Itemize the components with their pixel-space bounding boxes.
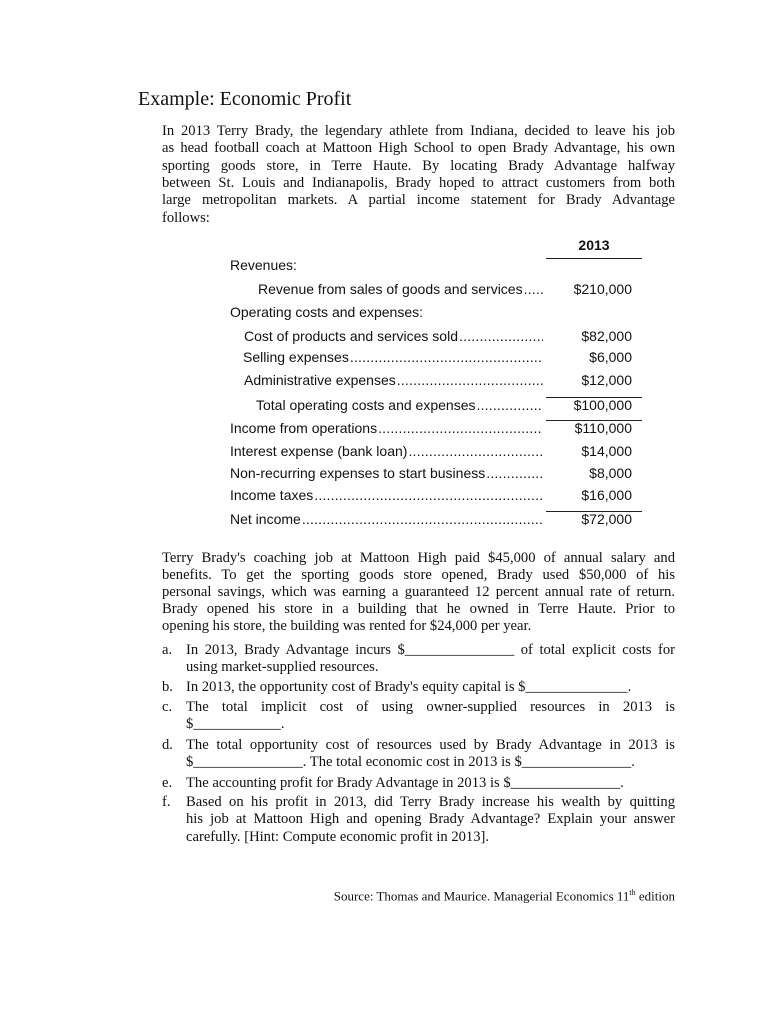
leader-dots	[408, 443, 543, 460]
statement-row	[230, 487, 543, 504]
year-header: 2013	[578, 237, 610, 253]
text-line: as head football coach at Mattoon High School to open Brady Advantage, his own	[162, 140, 675, 156]
leader-dots	[459, 328, 543, 345]
row-label: Interest expense (bank loan)	[230, 443, 408, 459]
text-line: Brady opened his store in a building that he owned in Terre Haute. Prior to	[162, 601, 675, 617]
text-line: benefits. To get the sporting goods store opened, Brady used $50,000 of his	[162, 567, 675, 583]
row-value: $8,000	[589, 465, 632, 481]
statement-row	[230, 443, 543, 460]
row-label: Total operating costs and expenses	[256, 397, 476, 413]
row-value: $72,000	[581, 511, 632, 527]
leader-dots	[397, 372, 543, 389]
statement-row	[230, 511, 543, 528]
row-label: Cost of products and services sold	[244, 328, 458, 344]
statement-row	[258, 281, 543, 298]
text-line: Terry Brady's coaching job at Mattoon High paid $45,000 of annual salary and	[162, 550, 675, 566]
statement-row	[243, 349, 543, 366]
question-text: In 2013, the opportunity cost of Brady's equity capital is $______________.	[186, 679, 632, 695]
source-citation: Source: Thomas and Maurice. Managerial Economics 11th edition	[333, 888, 675, 904]
row-label: Selling expenses	[243, 349, 349, 365]
question-label: c.	[162, 699, 173, 715]
row-value: $100,000	[573, 397, 632, 413]
row-label: Revenue from sales of goods and services	[258, 281, 523, 297]
text-line: large metropolitan markets. A partial income statement for Brady Advantage	[162, 192, 675, 208]
question-text: his job at Mattoon High and opening Brady Advantage? Explain your answer	[186, 811, 675, 828]
question-text: using market-supplied resources.	[186, 659, 379, 676]
statement-row	[230, 304, 530, 321]
leader-dots	[302, 511, 543, 528]
question-label: b.	[162, 679, 173, 695]
text-line: In 2013 Terry Brady, the legendary athlete from Indiana, decided to leave his job	[162, 123, 675, 139]
row-label: Administrative expenses	[244, 372, 396, 388]
question-label: f.	[162, 794, 171, 810]
text-line: sporting goods store, in Terre Haute. By locating Brady Advantage halfway	[162, 158, 675, 174]
text-line: opening his store, the building was rented for $24,000 per year.	[162, 618, 532, 634]
question-label: e.	[162, 775, 173, 791]
statement-row	[230, 420, 543, 437]
leader-dots	[524, 281, 543, 298]
text-line: follows:	[162, 210, 210, 226]
row-label: Income from operations	[230, 420, 378, 436]
row-label: Revenues:	[230, 257, 297, 273]
question-text: The total implicit cost of using owner-supplied resources in 2013 is	[186, 699, 675, 715]
statement-row	[230, 257, 530, 274]
row-value: $14,000	[581, 443, 632, 459]
statement-row	[244, 372, 543, 389]
text-line: personal savings, which was earning a guaranteed 12 percent annual rate of return.	[162, 584, 675, 600]
question-text: The total opportunity cost of resources used by Brady Advantage in 2013 is	[186, 737, 675, 753]
statement-row	[244, 328, 543, 345]
question-text: $____________.	[186, 716, 285, 733]
row-value: $82,000	[581, 328, 632, 344]
row-value: $16,000	[581, 487, 632, 503]
leader-dots	[314, 487, 543, 504]
question-text: In 2013, Brady Advantage incurs $_______________ of total explicit costs for	[186, 642, 675, 658]
leader-dots	[378, 420, 543, 437]
row-label: Operating costs and expenses:	[230, 304, 424, 320]
row-value: $6,000	[589, 349, 632, 365]
row-label: Net income	[230, 511, 301, 527]
row-label: Income taxes	[230, 487, 314, 503]
row-value: $12,000	[581, 372, 632, 388]
leader-dots	[350, 349, 543, 366]
statement-row	[256, 397, 543, 414]
question-text: $_______________. The total economic cost in 2013 is $_______________.	[186, 754, 635, 771]
row-value: $110,000	[574, 420, 632, 436]
row-value: $210,000	[573, 281, 632, 297]
row-label: Non-recurring expenses to start business	[230, 465, 486, 481]
statement-row	[230, 465, 543, 482]
header-rule	[546, 258, 642, 259]
page-title: Example: Economic Profit	[138, 88, 352, 110]
leader-dots	[476, 397, 543, 414]
question-text: Based on his profit in 2013, did Terry Brady increase his wealth by quitting	[186, 794, 675, 810]
text-line: between St. Louis and Indianapolis, Brady hoped to attract customers from both	[162, 175, 675, 191]
question-text: carefully. [Hint: Compute economic profit in 2013].	[186, 828, 490, 845]
leader-dots	[486, 465, 543, 482]
question-label: a.	[162, 642, 173, 658]
question-text: The accounting profit for Brady Advantage in 2013 is $_______________.	[186, 775, 624, 791]
question-label: d.	[162, 737, 173, 753]
